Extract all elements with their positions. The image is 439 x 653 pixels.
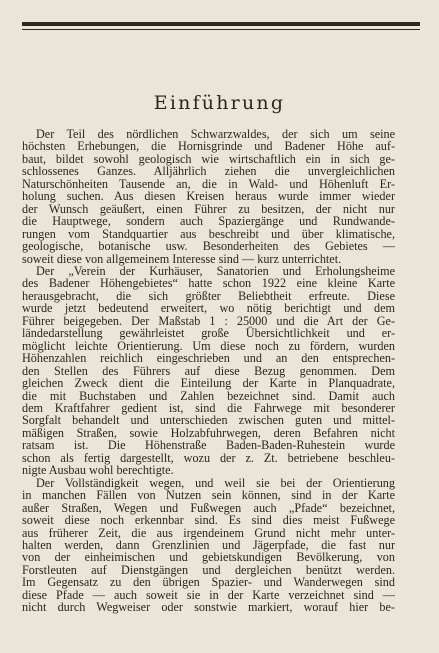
text-line: holung suchen. Aus diesen Kreisen heraus wurde immer wieder — [22, 189, 395, 204]
text-line: des Badener Höhengebietes“ hatte schon 1922 eine kleine Karte — [22, 276, 395, 291]
text-line: schlossenes Ganzes. Alljährlich ziehen die unvergleichlichen — [22, 164, 395, 179]
text-line: Führer beigegeben. Der Maßstab 1 : 25000 und die Art der Ge- — [22, 313, 395, 328]
text-line: geologische, botanische usw. Besonderheiten des Gebietes — — [22, 239, 395, 254]
text-line: außer Straßen, Wegen und Fußwegen auch „Pfade“ bezeichnet, — [22, 500, 395, 515]
text-line: der Wunsch geäußert, einen Führer zu besitzen, der nicht nur — [22, 201, 395, 216]
text-line: Der Teil des nördlichen Schwarzwaldes, der sich um seine — [36, 127, 395, 141]
text-line: nicht durch Wegweiser oder sonstwie markiert, worauf hier be- — [22, 600, 395, 615]
text-line: Naturschönheiten Tausende an, die in Wald- und Höhenluft Er- — [22, 176, 395, 191]
header-rule-thin — [22, 29, 420, 30]
text-line: soweit diese noch erkennbar sind. Es sind dies meist Fußwege — [22, 513, 395, 528]
text-line: Höhenzahlen reichlich eingeschrieben und an den entsprechen- — [22, 351, 395, 366]
text-line: die Hauptwege, sondern auch Spaziergänge und Rundwande- — [22, 214, 395, 229]
text-line: den Stellen des Führers auf diese Bezug genommen. Dem — [22, 363, 395, 378]
text-line: wurde jetzt bedeutend erweitert, wo nötig berichtigt und dem — [22, 301, 395, 316]
text-line: rungen vom Standquartier aus beschreibt und über klimatische, — [22, 226, 395, 241]
text-line: Der „Verein der Kurhäuser, Sanatorien und Erholungsheime — [36, 263, 395, 278]
body-text — [22, 128, 395, 614]
text-line: herausgebracht, die sich größter Beliebtheit erfreute. Diese — [22, 288, 395, 303]
text-line: Der Vollständigkeit wegen, und weil sie bei der Orientierung — [36, 475, 395, 490]
chapter-title: Einführung — [153, 92, 286, 114]
text-line: baut, bildet sowohl geologisch wie wirtschaftlich ein in sich ge- — [22, 151, 395, 166]
text-line: dem Kraftfahrer gedient ist, sind die Fahrwege mit besonderer — [22, 400, 395, 415]
text-line: schon als fertig dargestellt, wozu der z. Zt. betriebene beschleu- — [22, 450, 395, 465]
text-line: Im Gegensatz zu den übrigen Spazier- und Wanderwegen sind — [22, 575, 395, 590]
text-line: möglicht leichte Orientierung. Um diese noch zu fördern, wurden — [22, 338, 395, 353]
text-line: Forstleuten auf Dienstgängen und dergleichen benützt werden. — [22, 562, 395, 577]
text-line: ratsam ist. Die Höhenstraße Baden-Baden-Ruhestein wurde — [22, 438, 395, 453]
text-line: Sorgfalt behandelt und unterschieden zwischen guten und mittel- — [22, 413, 395, 428]
text-line: aus früherer Zeit, die aus irgendeinem Grund nicht mehr unter- — [22, 525, 395, 540]
text-line: nigte Ausbau wohl berechtigte. — [22, 463, 174, 478]
text-line: gleichen Zweck dient die Einteilung der Karte in Planquadrate, — [22, 376, 395, 391]
text-line: in manchen Fällen von Nutzen sein können, sind in der Karte — [22, 488, 395, 503]
text-line: höchsten Erhebungen, die Hornisgrinde und Badener Höhe auf- — [22, 139, 395, 154]
text-line: diese Pfade — auch soweit sie in der Karte verzeichnet sind — — [22, 587, 395, 602]
header-rule-thick — [22, 22, 420, 26]
text-line: die mit Buchstaben und Zahlen bezeichnet sind. Damit auch — [22, 388, 395, 403]
text-line: halten werden, dann Grenzlinien und Jägerpfade, die fast nur — [22, 537, 395, 552]
text-line: ländedarstellung gewährleistet große Übersichtlichkeit und er- — [22, 326, 395, 341]
text-line: von der einheimischen und gebietskundigen Bevölkerung, von — [22, 550, 395, 565]
text-line: mäßigen Straßen, sowie Holzabfuhrwegen, deren Befahren nicht — [22, 425, 395, 440]
text-line: soweit diese von allgemeinem Interesse sind — kurz unterrichtet. — [22, 251, 342, 266]
